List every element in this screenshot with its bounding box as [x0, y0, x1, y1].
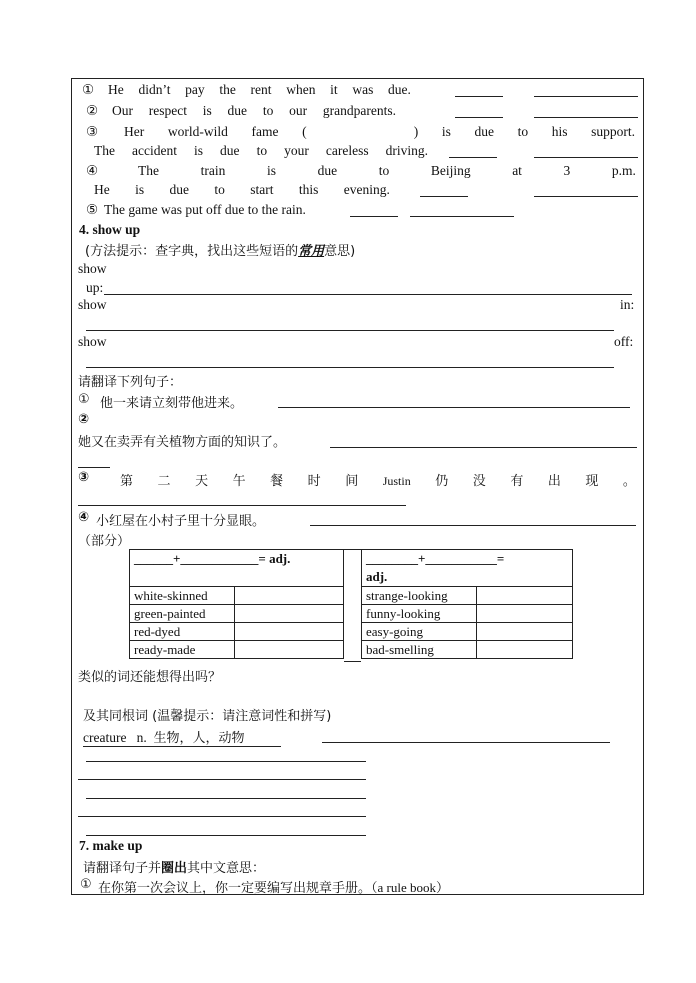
due-s5-blank-a[interactable]: [350, 216, 398, 217]
table-row: strange-looking: [362, 587, 477, 605]
due-s4-blank-b[interactable]: [534, 196, 638, 197]
make-up-s1-num: ①: [80, 877, 92, 892]
due-s3-blank-b[interactable]: [534, 157, 638, 158]
roots-answer-line-3[interactable]: [78, 779, 366, 780]
due-s2-num: ②: [86, 103, 99, 118]
due-s3-blank-a[interactable]: [449, 157, 497, 158]
t4-answer-line[interactable]: [310, 525, 636, 526]
answer-cell[interactable]: [235, 641, 344, 659]
due-s2: Our respect is due to our grandparents.: [112, 103, 396, 118]
translate-instruction: 请翻译下列句子：: [78, 375, 183, 390]
due-s5: The game was put off due to the rain.: [104, 202, 306, 217]
answer-cell[interactable]: [477, 641, 573, 659]
t1-num: ①: [78, 392, 90, 407]
due-s1-num: ①: [82, 82, 95, 97]
t4-num: ④: [78, 510, 90, 525]
answer-cell[interactable]: [235, 623, 344, 641]
answer-cell[interactable]: [477, 605, 573, 623]
due-s5-blank-b[interactable]: [410, 216, 514, 217]
left-table-header: ______+____________= adj.: [130, 550, 344, 587]
make-up-instruction: 请翻译句子并圈出其中文意思：: [83, 861, 266, 876]
table-row: white-skinned: [130, 587, 235, 605]
t3-text: 第 二 天 午 餐 时 间 Justin 仍 没 有 出 现 。: [120, 474, 636, 489]
due-s4-blank-a[interactable]: [420, 196, 468, 197]
due-s2-blank-b[interactable]: [534, 117, 638, 118]
answer-cell[interactable]: [477, 623, 573, 641]
due-s2-blank-a[interactable]: [455, 117, 503, 118]
make-up-s1: 在你第一次会议上，你一定要编写出规章手册。（a rule book）: [98, 880, 449, 896]
phrase-show-off-a: show: [78, 334, 107, 349]
t4-text: 小红屋在小村子里十分显眼。: [96, 514, 266, 529]
compound-table-left: [129, 549, 344, 659]
table-gap: [344, 549, 361, 662]
t2-answer-line[interactable]: [330, 447, 637, 448]
due-s1-blank-a[interactable]: [455, 96, 503, 97]
t2-num: ②: [78, 412, 90, 427]
compound-table-right: [361, 549, 573, 659]
show-up-hint: (方法提示：查字典，找出这些短语的常用意思): [85, 244, 356, 259]
answer-cell[interactable]: [477, 587, 573, 605]
right-table-header: ________+___________= adj.: [362, 550, 573, 587]
roots-answer-line-6[interactable]: [86, 835, 366, 836]
roots-answer-line-1[interactable]: [322, 742, 610, 743]
t2-answer-line-2[interactable]: [78, 467, 110, 468]
table-row: green-painted: [130, 605, 235, 623]
due-s5-num: ⑤: [86, 202, 99, 217]
due-s1: He didn’t pay the rent when it was due.: [108, 82, 411, 97]
t3-num: ③: [78, 470, 90, 485]
due-s4b: He is due to start this evening.: [94, 182, 390, 197]
t3-answer-line[interactable]: [78, 505, 406, 506]
due-s3: Her world-wild fame ( ) is due to his support.: [124, 124, 635, 139]
phrase-show-in-a: show: [78, 297, 107, 312]
due-s3b: The accident is due to your careless driving.: [94, 143, 428, 158]
table-row: red-dyed: [130, 623, 235, 641]
due-s4-num: ④: [86, 163, 99, 178]
show-up-heading: 4. show up: [79, 222, 141, 237]
phrase-show-off-b: off:: [614, 334, 634, 349]
due-s4: The train is due to Beijing at 3 p.m.: [138, 163, 636, 178]
table-row: ready-made: [130, 641, 235, 659]
roots-example: creature n. 生物，人，动物: [83, 727, 281, 747]
phrase-show-up-b: up:: [86, 280, 104, 295]
compound-question: 类似的词还能想得出吗？: [78, 670, 222, 685]
table-row: easy-going: [362, 623, 477, 641]
due-s1-blank-b[interactable]: [534, 96, 638, 97]
roots-answer-line-5[interactable]: [78, 816, 366, 817]
t2-text: 她又在卖弄有关植物方面的知识了。: [78, 435, 287, 450]
t1-text: 他一来请立刻带他进来。: [100, 396, 244, 411]
show-up-answer-line[interactable]: [104, 294, 632, 295]
show-in-answer-line[interactable]: [86, 330, 614, 331]
answer-cell[interactable]: [235, 605, 344, 623]
phrase-show-in-b: in:: [620, 297, 635, 312]
table-row: bad-smelling: [362, 641, 477, 659]
table-row: funny-looking: [362, 605, 477, 623]
roots-answer-line-2[interactable]: [86, 761, 366, 762]
answer-cell[interactable]: [235, 587, 344, 605]
phrase-show-up-a: show: [78, 261, 107, 276]
show-off-answer-line[interactable]: [86, 367, 614, 368]
roots-title: 及其同根词 (温馨提示：请注意词性和拼写): [83, 709, 332, 724]
make-up-heading: 7. make up: [79, 838, 143, 853]
t1-answer-line[interactable]: [278, 407, 630, 408]
due-s3-num: ③: [86, 124, 99, 139]
compound-part-label: （部分）: [78, 534, 131, 549]
roots-answer-line-4[interactable]: [86, 798, 366, 799]
